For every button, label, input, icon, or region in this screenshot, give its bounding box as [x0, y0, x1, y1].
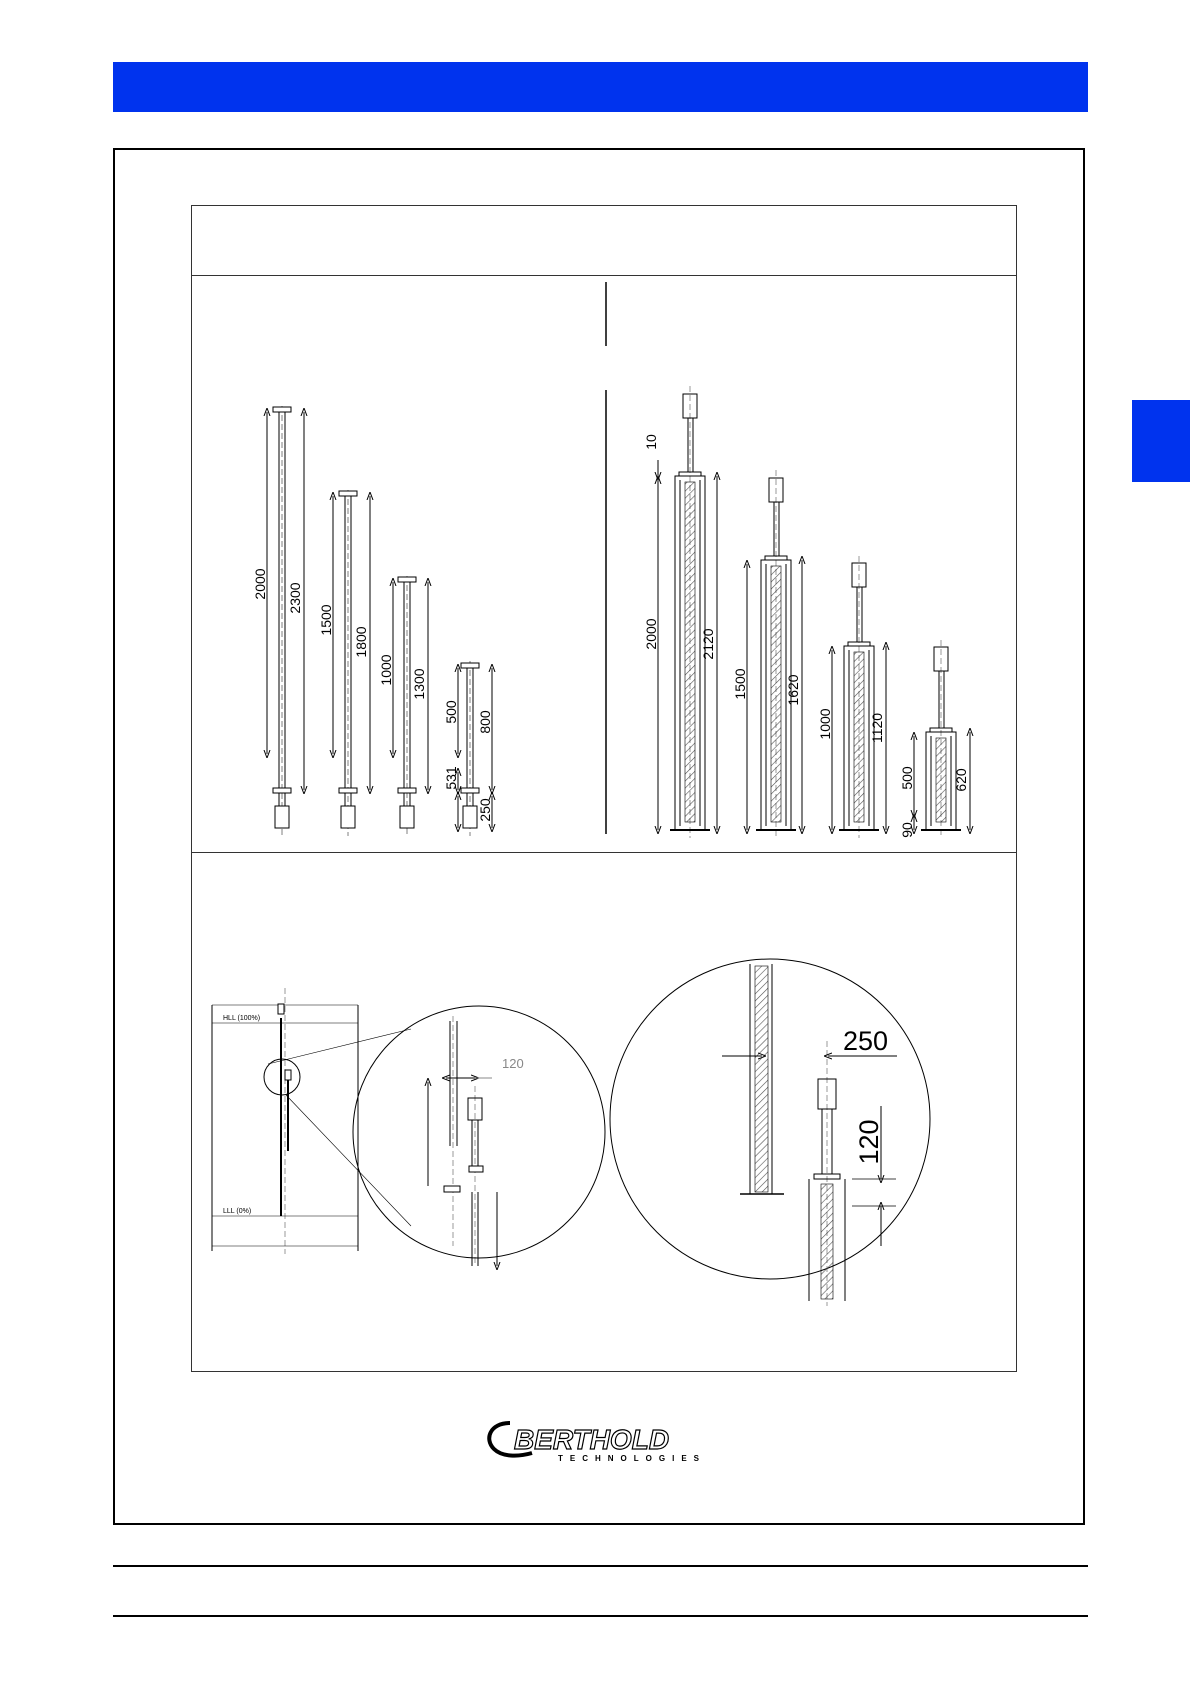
lll-label: LLL (0%) [223, 1208, 252, 1215]
zoom-offset-label: 120 [502, 1056, 524, 1071]
right-bottom-label: 90 [899, 822, 915, 838]
dimension-drawing [192, 206, 1018, 1373]
right-measuring-label-3: 1000 [817, 708, 833, 740]
right-overall-label-1: 2120 [700, 628, 716, 660]
hll-label: HLL (100%) [223, 1015, 261, 1022]
rod-detector-1500 [333, 490, 370, 836]
zoom-circle [353, 1006, 605, 1258]
zoom-detail [428, 1016, 497, 1266]
header-bar [113, 62, 1088, 112]
chapter-tab[interactable] [1132, 400, 1190, 482]
rod-detector-2000 [267, 406, 304, 836]
left-overall-label-1: 2300 [287, 582, 303, 614]
left-measuring-label-2: 1500 [318, 604, 334, 636]
right-overall-label-2: 1620 [785, 674, 801, 706]
left-overall-label-2: 1800 [353, 626, 369, 658]
drawing-sheet [191, 205, 1017, 1372]
housing-detector-1500 [747, 470, 802, 838]
rod-detector-1000 [393, 576, 428, 836]
logo-sub: TECHNOLOGIES [558, 1454, 707, 1463]
right-measuring-label-4: 500 [899, 766, 915, 790]
detail-vertical-label: 120 [854, 1119, 884, 1165]
housing-detector-1000 [832, 556, 886, 838]
footer-rule-bottom [113, 1615, 1088, 1617]
detail-circle [610, 959, 930, 1279]
detail-horizontal-label: 250 [843, 1026, 889, 1056]
left-overall-label-3: 1300 [411, 668, 427, 700]
housing-detector-2000 [658, 386, 717, 838]
berthold-logo [480, 1405, 740, 1475]
left-bottom-label: 250 [477, 798, 493, 822]
zoom-line-bottom [286, 1095, 411, 1226]
right-measuring-label-1: 2000 [643, 618, 659, 650]
right-overall-label-4: 620 [953, 768, 969, 792]
logo-brand: BERTHOLD [514, 1424, 670, 1455]
left-overall-label-4: 800 [477, 710, 493, 734]
right-measuring-label-2: 1500 [732, 668, 748, 700]
right-top-gap-label: 10 [643, 434, 659, 450]
left-offset-label: 531 [443, 766, 459, 790]
left-measuring-label-4: 500 [443, 700, 459, 724]
left-measuring-label-3: 1000 [378, 654, 394, 686]
housing-detector-500 [914, 640, 970, 838]
right-overall-label-3: 1120 [869, 712, 885, 744]
zoom-line-top [268, 1029, 411, 1064]
left-measuring-label-1: 2000 [252, 568, 268, 600]
footer-rule-top [113, 1565, 1088, 1567]
